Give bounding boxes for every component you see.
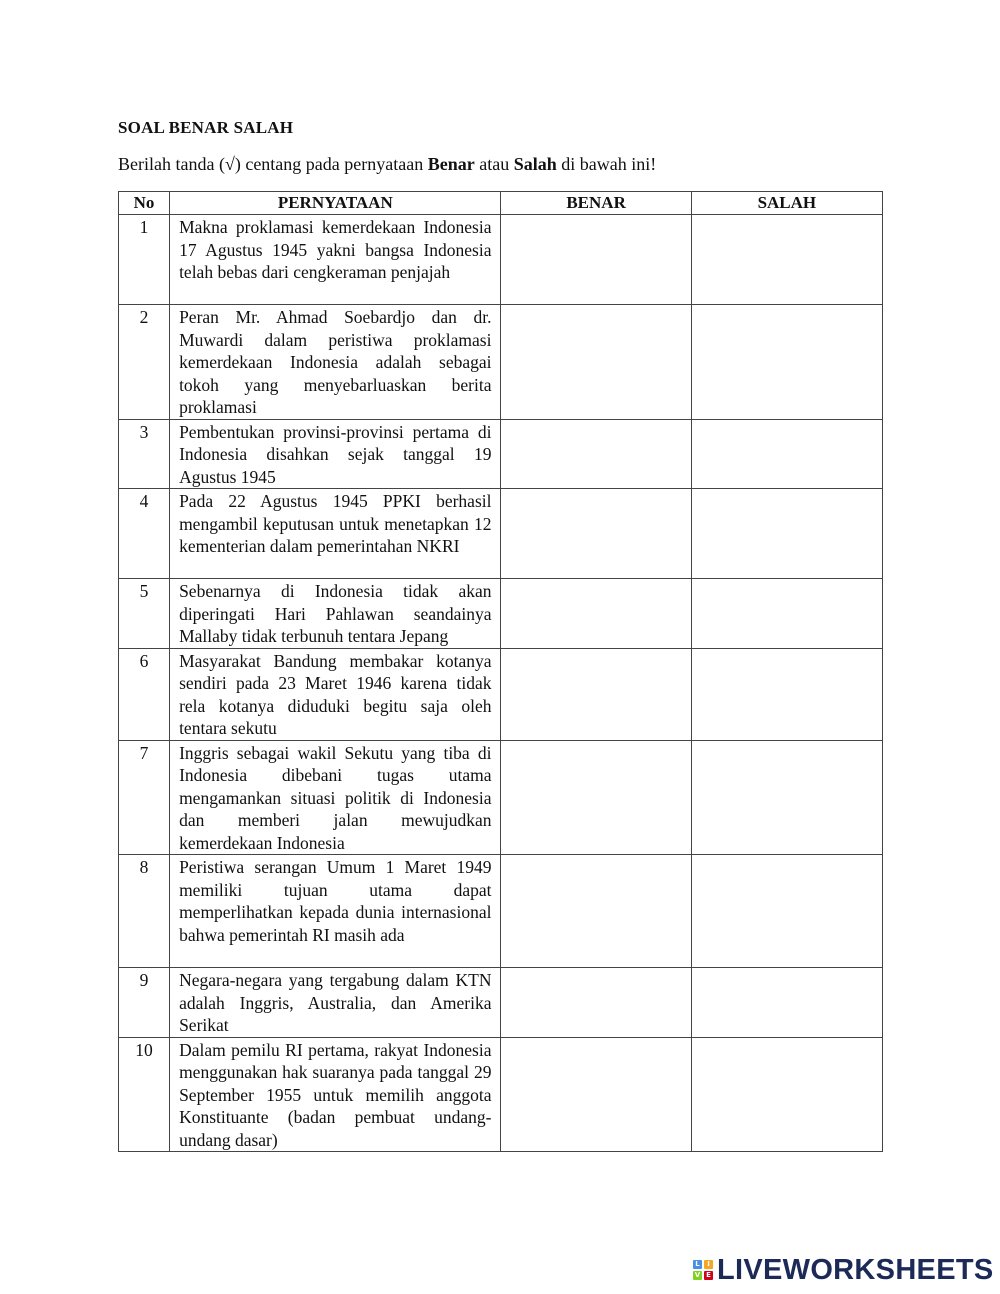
table-row bbox=[119, 740, 883, 855]
header-no: No bbox=[119, 192, 170, 215]
row-number: 5 bbox=[119, 579, 170, 649]
row-statement: Peran Mr. Ahmad Soebardjo dan dr. Muwardi dalam peristiwa proklamasi kemerdekaan Indonesia adalah sebagai tokoh yang menyebarluaskan berita proklamasi bbox=[170, 305, 501, 420]
logo-letter-v: V bbox=[694, 1271, 701, 1279]
row-number: 8 bbox=[119, 855, 170, 968]
salah-answer-cell[interactable] bbox=[691, 740, 882, 855]
header-benar: BENAR bbox=[501, 192, 691, 215]
salah-answer-cell[interactable] bbox=[691, 215, 882, 305]
row-number: 3 bbox=[119, 419, 170, 489]
logo-mark-icon bbox=[693, 1260, 713, 1280]
row-number: 4 bbox=[119, 489, 170, 579]
salah-answer-cell[interactable] bbox=[691, 968, 882, 1038]
row-statement: Sebenarnya di Indonesia tidak akan diperingati Hari Pahlawan seandainya Mallaby tidak terbunuh tentara Jepang bbox=[170, 579, 501, 649]
benar-answer-cell[interactable] bbox=[501, 579, 691, 649]
row-statement: Makna proklamasi kemerdekaan Indonesia 17 Agustus 1945 yakni bangsa Indonesia telah bebas dari cengkeraman penjajah bbox=[170, 215, 501, 305]
header-statement: PERNYATAAN bbox=[170, 192, 501, 215]
salah-answer-cell[interactable] bbox=[691, 305, 882, 420]
row-number: 9 bbox=[119, 968, 170, 1038]
row-number: 2 bbox=[119, 305, 170, 420]
table-row bbox=[119, 855, 883, 968]
logo-letter-i: I bbox=[704, 1260, 713, 1269]
logo-letter-l: L bbox=[693, 1260, 702, 1269]
instruction-benar: Benar bbox=[427, 154, 475, 174]
instruction-text bbox=[118, 154, 656, 175]
table-row bbox=[119, 1037, 883, 1152]
benar-answer-cell[interactable] bbox=[501, 489, 691, 579]
benar-answer-cell[interactable] bbox=[501, 648, 691, 740]
row-statement: Masyarakat Bandung membakar kotanya sendiri pada 23 Maret 1946 karena tidak rela kotanya diduduki begitu saja oleh tentara sekutu bbox=[170, 648, 501, 740]
table-row bbox=[119, 579, 883, 649]
benar-answer-cell[interactable] bbox=[501, 215, 691, 305]
header-salah: SALAH bbox=[691, 192, 882, 215]
table-header-row bbox=[119, 192, 883, 215]
salah-answer-cell[interactable] bbox=[691, 648, 882, 740]
benar-answer-cell[interactable] bbox=[501, 855, 691, 968]
row-statement: Pembentukan provinsi-provinsi pertama di Indonesia disahkan sejak tanggal 19 Agustus 1945 bbox=[170, 419, 501, 489]
instruction-part1: Berilah tanda (√) centang pada pernyataan bbox=[118, 154, 428, 174]
row-number: 6 bbox=[119, 648, 170, 740]
logo-letter-e: E bbox=[704, 1271, 713, 1280]
table-row bbox=[119, 215, 883, 305]
row-statement: Negara-negara yang tergabung dalam KTN adalah Inggris, Australia, dan Amerika Serikat bbox=[170, 968, 501, 1038]
benar-answer-cell[interactable] bbox=[501, 305, 691, 420]
row-statement: Peristiwa serangan Umum 1 Maret 1949 memiliki tujuan utama dapat memperlihatkan kepada dunia internasional bahwa pemerintah RI masih ada bbox=[170, 855, 501, 968]
instruction-part3: di bawah ini! bbox=[556, 154, 657, 174]
row-number: 10 bbox=[119, 1037, 170, 1152]
table-row bbox=[119, 968, 883, 1038]
instruction-salah: Salah bbox=[513, 154, 557, 174]
salah-answer-cell[interactable] bbox=[691, 579, 882, 649]
benar-answer-cell[interactable] bbox=[501, 968, 691, 1038]
row-statement: Dalam pemilu RI pertama, rakyat Indonesia menggunakan hak suaranya pada tanggal 29 September 1955 untuk memilih anggota Konstituante (badan pembuat undang-undang dasar) bbox=[170, 1037, 501, 1152]
salah-answer-cell[interactable] bbox=[691, 855, 882, 968]
row-number: 1 bbox=[119, 215, 170, 305]
table-row bbox=[119, 419, 883, 489]
row-statement: Pada 22 Agustus 1945 PPKI berhasil mengambil keputusan untuk menetapkan 12 kementerian dalam pemerintahan NKRI bbox=[170, 489, 501, 579]
instruction-part2: atau bbox=[474, 154, 514, 174]
worksheet-title: SOAL BENAR SALAH bbox=[118, 118, 294, 137]
row-number: 7 bbox=[119, 740, 170, 855]
row-statement: Inggris sebagai wakil Sekutu yang tiba di Indonesia dibebani tugas utama mengamankan situasi politik di Indonesia dan memberi jalan mewujudkan kemerdekaan Indonesia bbox=[170, 740, 501, 855]
table-row bbox=[119, 305, 883, 420]
logo-text: LIVEWORKSHEETS bbox=[717, 1253, 994, 1286]
salah-answer-cell[interactable] bbox=[691, 1037, 882, 1152]
salah-answer-cell[interactable] bbox=[691, 419, 882, 489]
true-false-table bbox=[118, 191, 883, 1152]
liveworksheets-logo bbox=[693, 1253, 994, 1286]
benar-answer-cell[interactable] bbox=[501, 1037, 691, 1152]
table-row bbox=[119, 489, 883, 579]
table-row bbox=[119, 648, 883, 740]
salah-answer-cell[interactable] bbox=[691, 489, 882, 579]
benar-answer-cell[interactable] bbox=[501, 419, 691, 489]
benar-answer-cell[interactable] bbox=[501, 740, 691, 855]
